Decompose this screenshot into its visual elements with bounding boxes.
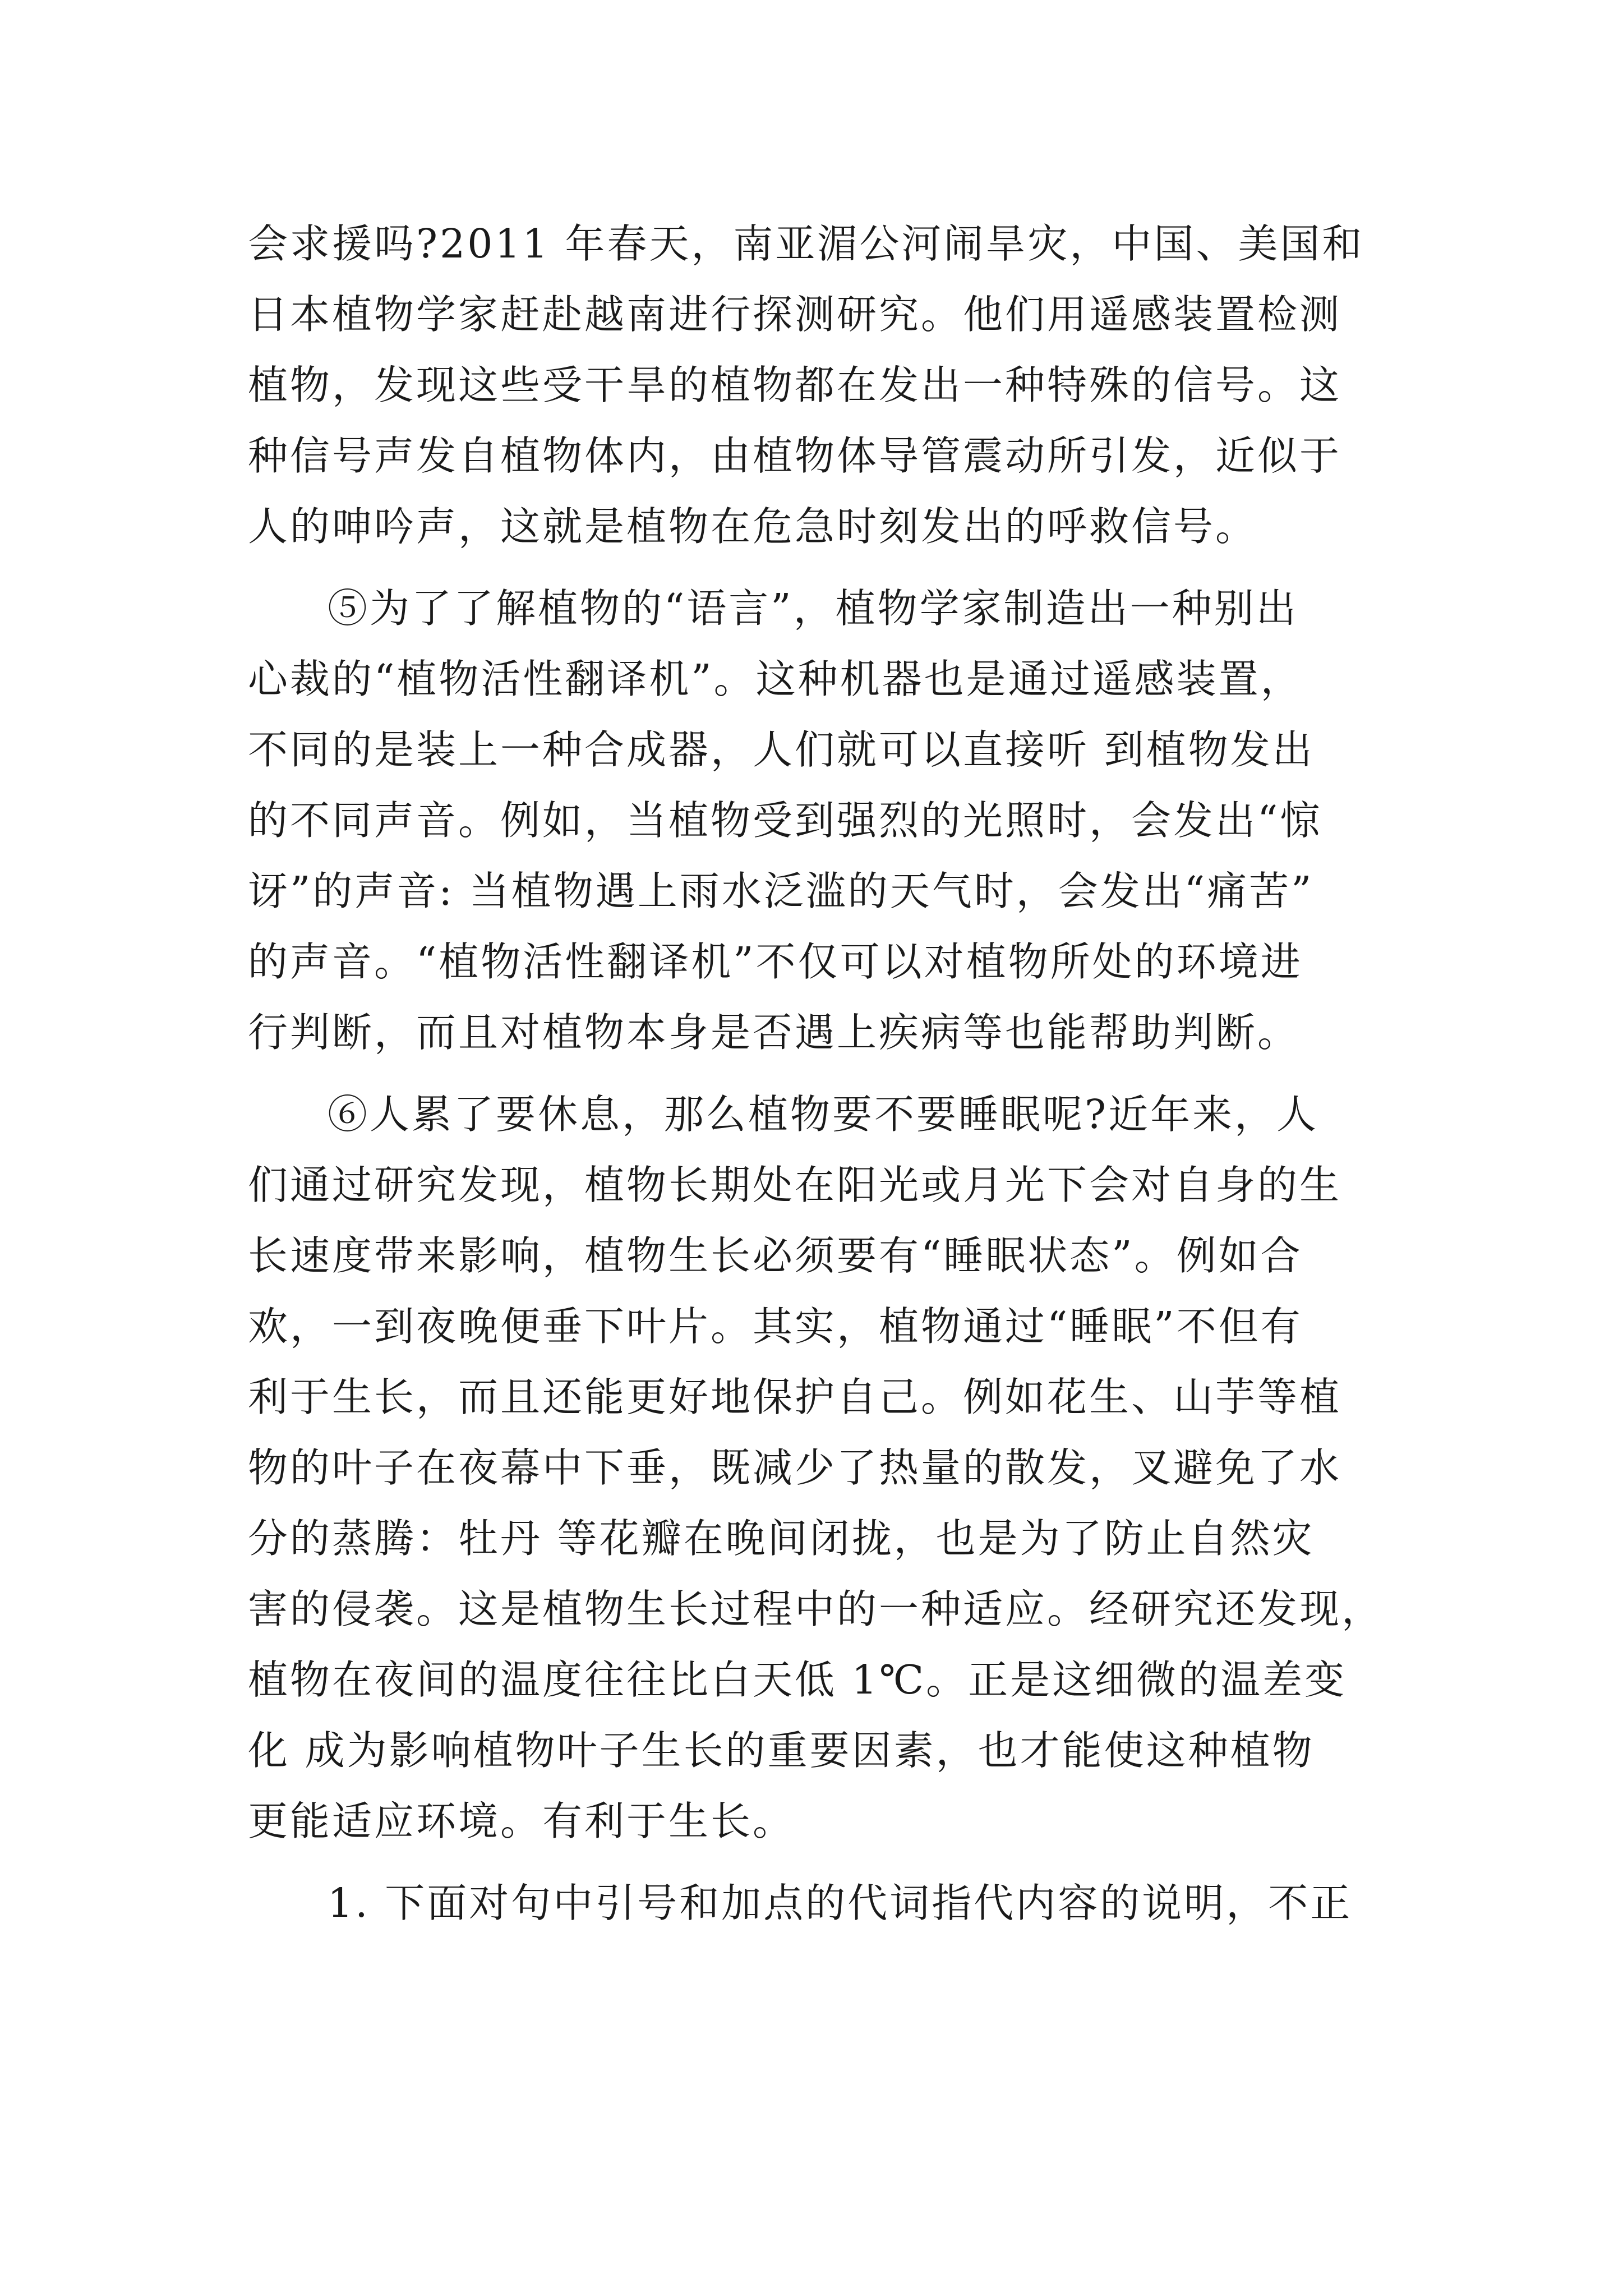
- text-line: 不同的是装上一种合成器，人们就可以直接听 到植物发出: [248, 726, 1315, 773]
- paragraph-6: [248, 1079, 1384, 1857]
- question-1: [248, 1868, 1378, 1939]
- paragraph-4: [248, 209, 1378, 562]
- text-line: ⑤为了了解植物的“语言”，植物学家制造出一种别出: [328, 585, 1298, 632]
- text-line: 们通过研究发现，植物长期处在阳光或月光下会对自身的生: [248, 1162, 1342, 1208]
- document-body: [248, 209, 1384, 1939]
- text-line: 日本植物学家赶赴越南进行探测研究。他们用遥感装置检测: [248, 291, 1342, 338]
- paragraph-5: [248, 573, 1378, 1068]
- text-line: 利于生长，而且还能更好地保护自己。例如花生、山芋等植: [248, 1374, 1342, 1420]
- question-line: 1. 下面对句中引号和加点的代词指代内容的说明，不正: [328, 1880, 1353, 1926]
- text-line: 行判断，而且对植物本身是否遇上疾病等也能帮助判断。: [248, 1009, 1300, 1056]
- text-line: 植物在夜间的温度往往比白天低 1℃。正是这细微的温差变: [248, 1657, 1347, 1703]
- text-line: 害的侵袭。这是植物生长过程中的一种适应。经研究还发现，: [248, 1586, 1384, 1632]
- text-line: 心裁的“植物活性翻译机”。这种机器也是通过遥感装置，: [248, 656, 1303, 702]
- text-line: 种信号声发自植物体内，由植物体导管震动所引发，近似于: [248, 432, 1342, 479]
- text-line: 分的蒸腾：牡丹 等花瓣在晚间闭拢，也是为了防止自然灾: [248, 1515, 1315, 1562]
- text-line: 人的呻吟声，这就是植物在危急时刻发出的呼救信号。: [248, 503, 1258, 550]
- text-line: ⑥人累了要休息，那么植物要不要睡眠呢?近年来，人: [328, 1091, 1319, 1138]
- text-line: 讶”的声音: 当植物遇上雨水泛滥的天气时，会发出“痛苦”: [248, 868, 1314, 914]
- text-line: 的声音。“植物活性翻译机”不仅可以对植物所处的环境进: [248, 938, 1303, 985]
- text-line: 会求援吗?2011 年春天，南亚湄公河闹旱灾，中国、美国和: [248, 220, 1364, 267]
- text-line: 的不同声音。例如，当植物受到强烈的光照时，会发出“惊: [248, 797, 1322, 844]
- text-line: 长速度带来影响，植物生长必须要有“睡眠状态”。例如合: [248, 1232, 1303, 1279]
- text-line: 欢，一到夜晚便垂下叶片。其实，植物通过“睡眠”不但有: [248, 1303, 1303, 1350]
- text-line: 更能适应环境。有利于生长。: [248, 1798, 795, 1844]
- text-line: 物的叶子在夜幕中下垂，既减少了热量的散发，叉避免了水: [248, 1444, 1342, 1491]
- text-line: 化 成为影响植物叶子生长的重要因素，也才能使这种植物: [248, 1727, 1315, 1774]
- text-line: 植物，发现这些受干旱的植物都在发出一种特殊的信号。这: [248, 362, 1342, 408]
